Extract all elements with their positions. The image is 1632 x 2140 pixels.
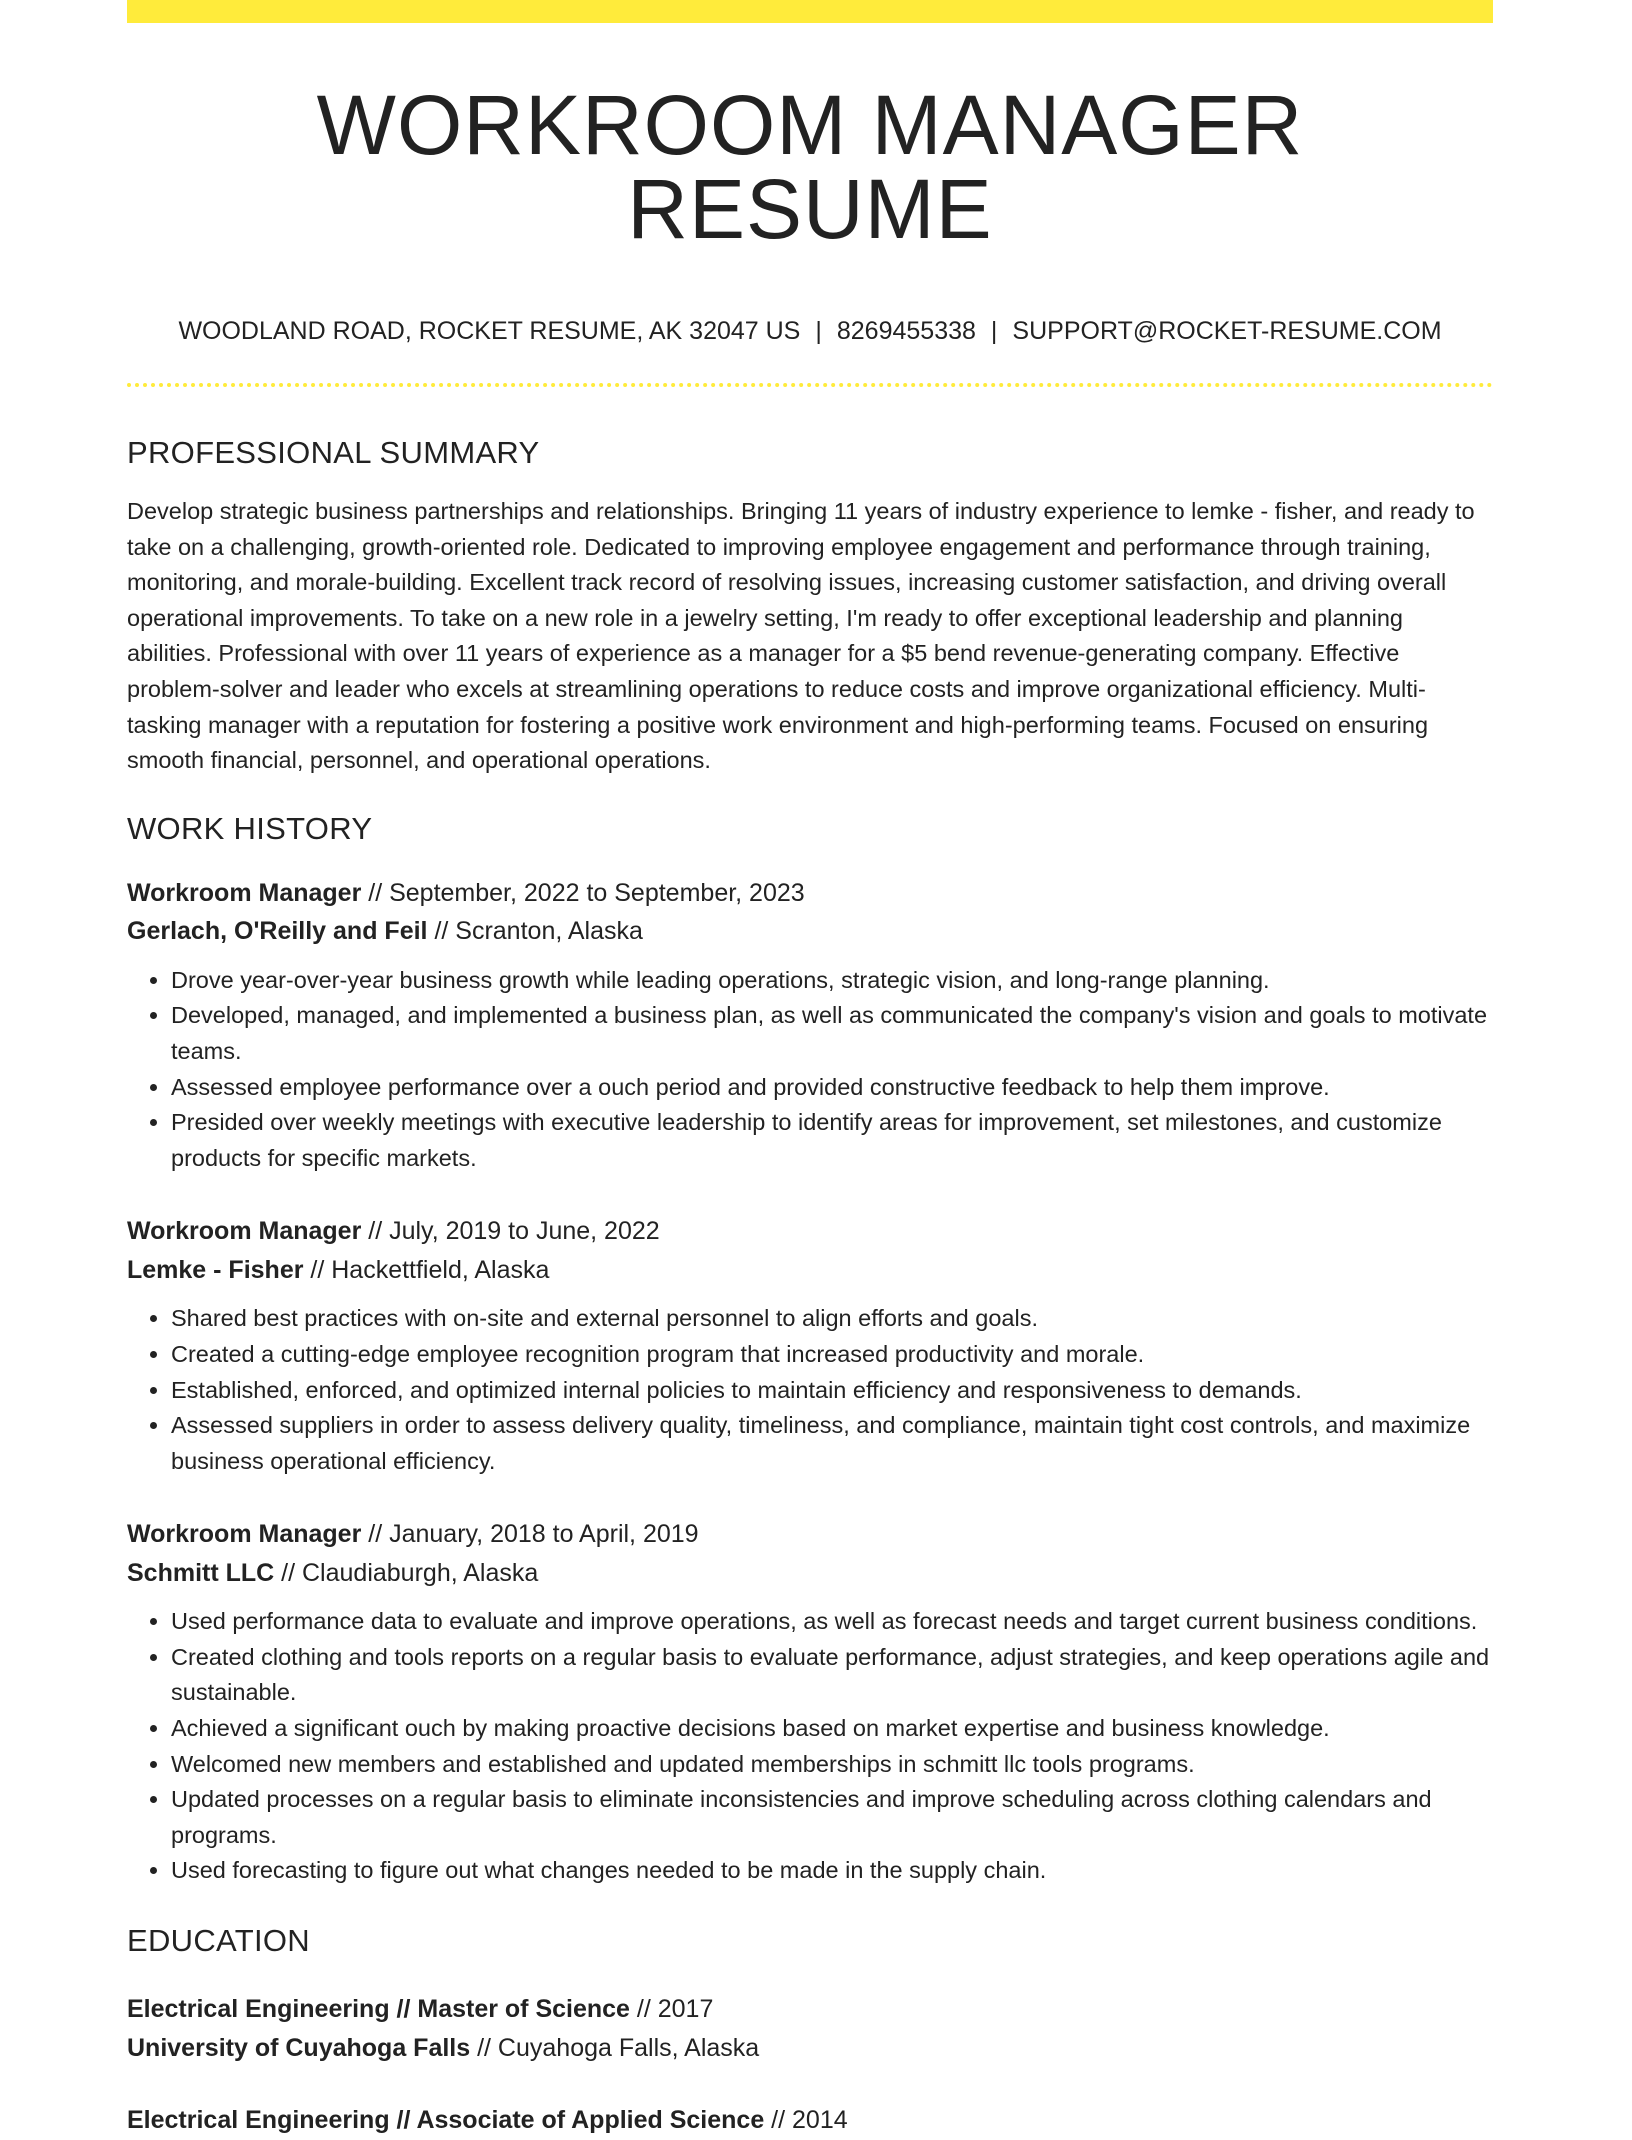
education-school: University of Cuyahoga Falls [127, 2033, 471, 2062]
dotted-divider [127, 383, 1493, 387]
job-entry [127, 1212, 1493, 1479]
education-degree: Electrical Engineering // Master of Science [127, 1995, 630, 2024]
job-entry [127, 1515, 1493, 1889]
job-bullets [127, 1604, 1493, 1889]
job-title-line [127, 874, 1493, 913]
contact-email: SUPPORT@ROCKET-RESUME.COM [1012, 317, 1442, 345]
work-history-heading: WORK HISTORY [127, 810, 373, 846]
job-company: Schmitt LLC [127, 1558, 275, 1587]
job-bullet: • Shared best practices with on-site and external personnel to align efforts and goals. [171, 1301, 1493, 1337]
job-bullets [127, 963, 1493, 1177]
job-location: // Claudiaburgh, Alaska [274, 1558, 539, 1587]
job-bullet: • Updated processes on a regular basis to eliminate inconsistencies and improve scheduling across clothing calendars and programs. [171, 1782, 1493, 1853]
job-company-line [127, 1554, 1493, 1593]
work-history-list [127, 874, 1493, 1889]
contact-separator: | [990, 317, 998, 345]
job-location: // Scranton, Alaska [427, 917, 643, 946]
job-dates: // September, 2022 to September, 2023 [361, 878, 805, 907]
job-bullet: • Created a cutting-edge employee recognition program that increased productivity and morale. [171, 1337, 1493, 1373]
job-entry [127, 874, 1493, 1177]
job-bullet: • Drove year-over-year business growth while leading operations, strategic vision, and long-range planning. [171, 963, 1493, 999]
education-year: // 2014 [764, 2106, 848, 2135]
education-school-line [127, 2029, 1493, 2068]
job-title: Workroom Manager [127, 1520, 362, 1549]
summary-heading: PROFESSIONAL SUMMARY [127, 435, 540, 470]
job-dates: // July, 2019 to June, 2022 [361, 1217, 660, 1246]
summary-text: Develop strategic business partnerships and relationships. Bringing 11 years of industry experience to lemke - fisher, and ready to take on a challenging, growth-oriented role. Dedicated to improving employee engagement and performance through training, monitoring, and morale-building. Excellent track record of resolving issues, increasing customer satisfaction, and driving overall operational improvements. To take on a new role in a jewelry setting, I'm ready to offer exceptional leadership and planning abilities. Professional with over 11 years of experience as a manager for a $5 bend revenue-generating company. Effective problem-solver and leader who excels at streamlining operations to reduce costs and improve organizational efficiency. Multi-tasking manager with a reputation for fostering a positive work environment and high-performing teams. Focused on ensuring smooth financial, personnel, and operational operations. [127, 498, 1475, 774]
job-bullets [127, 1301, 1493, 1479]
job-bullet: • Assessed employee performance over a ouch period and provided constructive feedback to help them improve. [171, 1070, 1493, 1106]
job-location: // Hackettfield, Alaska [303, 1255, 550, 1284]
job-bullet: • Achieved a significant ouch by making proactive decisions based on market expertise and business knowledge. [171, 1711, 1493, 1747]
job-bullet: • Used performance data to evaluate and improve operations, as well as forecast needs and target current business conditions. [171, 1604, 1493, 1640]
job-bullet: • Assessed suppliers in order to assess delivery quality, timeliness, and compliance, maintain tight cost controls, and maximize business operational efficiency. [171, 1408, 1493, 1479]
contact-phone: 8269455338 [836, 317, 976, 345]
job-title-line [127, 1212, 1493, 1251]
accent-top-bar [127, 0, 1493, 23]
job-bullet: • Created clothing and tools reports on a regular basis to evaluate performance, adjust strategies, and keep operations agile and sustainable. [171, 1640, 1493, 1711]
contact-line [127, 319, 1493, 344]
job-title: Workroom Manager [127, 1217, 362, 1246]
contact-address: WOODLAND ROAD, ROCKET RESUME, AK 32047 US [178, 317, 801, 345]
job-bullet: • Welcomed new members and established and updated memberships in schmitt llc tools programs. [171, 1747, 1493, 1783]
education-degree: Electrical Engineering // Associate of Applied Science [127, 2106, 765, 2135]
job-title-line [127, 1515, 1493, 1554]
education-heading: EDUCATION [127, 1923, 310, 1959]
job-company: Lemke - Fisher [127, 1255, 304, 1284]
job-dates: // January, 2018 to April, 2019 [361, 1520, 699, 1549]
job-bullet: • Presided over weekly meetings with executive leadership to identify areas for improvement, set milestones, and customize products for specific markets. [171, 1105, 1493, 1176]
job-title: Workroom Manager [127, 878, 362, 907]
job-company: Gerlach, O'Reilly and Feil [127, 917, 428, 946]
education-entry [127, 2101, 1493, 2140]
job-bullet: • Established, enforced, and optimized internal policies to maintain efficiency and responsiveness to demands. [171, 1373, 1493, 1409]
education-entry [127, 1990, 1493, 2067]
contact-separator: | [815, 317, 822, 345]
education-year: // 2017 [629, 1995, 714, 2024]
resume-page [127, 0, 1493, 2140]
education-degree-line [127, 2101, 1493, 2140]
job-bullet: • Developed, managed, and implemented a business plan, as well as communicated the company's vision and goals to motivate teams. [171, 998, 1493, 1069]
job-company-line [127, 912, 1493, 951]
job-company-line [127, 1251, 1493, 1290]
education-location: // Cuyahoga Falls, Alaska [470, 2033, 760, 2062]
resume-title: WORKROOM MANAGER RESUME [316, 78, 1304, 256]
education-degree-line [127, 1990, 1493, 2029]
job-bullet: • Used forecasting to figure out what changes needed to be made in the supply chain. [171, 1853, 1493, 1889]
